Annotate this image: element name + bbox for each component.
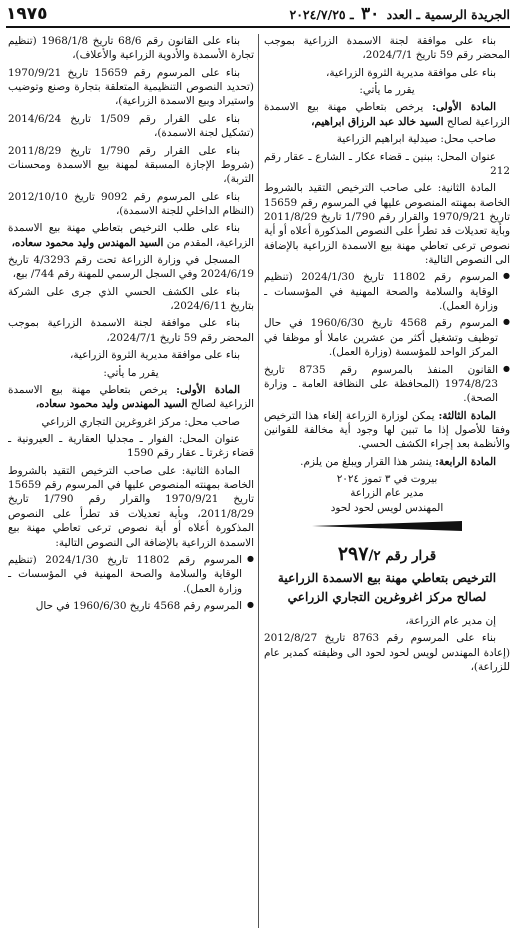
paragraph: بناء على القرار رقم 1/790 تاريخ 2011/8/29 (شروط الإجازة المسبقة لمهنة بيع الاسمدة ومحسنات التربة)، bbox=[8, 144, 254, 186]
paragraph: بناء على المرسوم رقم 8763 تاريخ 2012/8/27 (إعادة المهندس لويس لحود لحود الى وظيفته كمدير عام للزراعة)، bbox=[264, 632, 510, 674]
article-label: المادة الثالثة: bbox=[438, 409, 497, 422]
paragraph bbox=[8, 221, 254, 250]
paragraph: بناء على الكشف الحسي الذي جرى على الشركة بتاريخ 2024/6/11، bbox=[8, 285, 254, 313]
paragraph: يقرر ما يأتي: bbox=[359, 84, 415, 97]
licensee-name: السيد المهندس وليد محمود سعاده، bbox=[35, 398, 188, 411]
paragraph-text: بناء على طلب الترخيص بتعاطي مهنة بيع الاسمدة الزراعية، المقدم من bbox=[8, 222, 254, 249]
decision-number-suffix: /٢ bbox=[368, 548, 381, 565]
article-label: المادة الأولى: bbox=[176, 383, 240, 396]
article-4 bbox=[264, 455, 510, 469]
decision-title: الترخيص بتعاطي مهنة بيع الاسمدة الزراعية لصالح مركز اغروغرين التجاري الزراعي bbox=[277, 571, 497, 604]
decision-number bbox=[264, 541, 510, 567]
licensee-name: السيد خالد عبد الرزاق ابراهيم، bbox=[311, 115, 444, 128]
article-2: المادة الثانية: على صاحب الترخيص التقيد بالشروط الخاصة بمهنته المنصوص عليها في المرسوم رقم 15659 تاريخ 1970/9/21 والقرار رقم 1/790 تاريخ 2011/8/29، وبأية تعديلات قد تطرأ على النصوص المذكورة أعلاه أو أية نصوص ترعى تعاطي مهنة بيع الاسمدة الزراعية بالإضافة الى النصوص التالية: bbox=[8, 464, 254, 549]
article-3 bbox=[264, 409, 510, 452]
paragraph: بناء على القرار رقم 1/509 تاريخ 2014/6/24 (تشكيل لجنة الاسمدة)، bbox=[8, 112, 254, 140]
signature-role: مدير عام الزراعة bbox=[350, 487, 424, 500]
paragraph: بناء على موافقة مديرية الثروة الزراعية، bbox=[70, 349, 240, 362]
shop-owner: صاحب محل: مركز اغروغرين التجاري الزراعي bbox=[41, 415, 240, 428]
decision-number-value: ٢٩٧ bbox=[337, 543, 369, 566]
paragraph: بناء على المرسوم رقم 15659 تاريخ 1970/9/21 (تحديد النصوص التنظيمية المتعلقة بتجارة وصنع وتوضيب واستيراد وبيع الاسمدة الزراعية)، bbox=[8, 66, 254, 108]
paragraph: بناء على القانون رقم 68/6 تاريخ 1968/1/8 (تنظيم تجارة الأسمدة والأدوية الزراعية والأعلاف)، bbox=[8, 35, 254, 62]
page-header bbox=[6, 4, 510, 28]
paragraph: المسجل في وزارة الزراعة تحت رقم 4/3293 تاريخ 2024/6/19 وفي السجل الرسمي للمهنة رقم 744/ بيع، bbox=[8, 254, 254, 281]
article-2: المادة الثانية: على صاحب الترخيص التقيد بالشروط الخاصة بمهنته المنصوص عليها في المرسوم رقم 15659 تاريخ 1970/9/21 والقرار رقم 1/790 تاريخ 2011/8/29 وبأية تعديلات قد تطرأ على النصوص المذكورة أعلاه أو أية نصوص ترعى تعاطي مهنة بيع الاسمدة الزراعية بالإضافة الى النصوص التالية: bbox=[264, 182, 510, 267]
paragraph: بناء على موافقة لجنة الاسمدة الزراعية بموجب المحضر رقم 59 تاريخ 2024/7/1، bbox=[8, 317, 254, 344]
article-label: المادة الرابعة: bbox=[435, 455, 496, 468]
signature-name: المهندس لويس لحود لحود bbox=[330, 501, 444, 514]
article-text: يرخص بتعاطي مهنة بيع الاسمدة الزراعية لصالح bbox=[8, 383, 254, 411]
shop-address: عنوان المحل: الفوار ـ مجدليا العقارية ـ العيرونية ـ قضاء زغرتا ـ عقار رقم 1590 bbox=[8, 432, 254, 460]
paragraph: إن مدير عام الزراعة، bbox=[405, 614, 496, 627]
issue-number: ٣٠ bbox=[361, 4, 380, 25]
shop-address: عنوان المحل: ببنين ـ قضاء عكار ـ الشارع ـ عقار رقم 212 bbox=[264, 150, 510, 177]
article-text: ينشر هذا القرار ويبلغ من يلزم. bbox=[300, 455, 432, 468]
list-item: ● المرسوم رقم 4568 تاريخ 1960/6/30 في حال bbox=[8, 599, 254, 613]
article-text: يرخص بتعاطي مهنة بيع الاسمدة الزراعية لصالح bbox=[264, 101, 510, 128]
page-number: ١٩٧٥ bbox=[6, 4, 48, 25]
list-item: ● المرسوم رقم 11802 تاريخ 2024/1/30 (تنظيم الوقاية والسلامة والصحة المهنية في المؤسسات ـ وزارة العمل). bbox=[8, 553, 254, 596]
list-item: ● القانون المنفذ بالمرسوم رقم 8735 تاريخ 1974/8/23 (المحافظة على النظافة العامة ـ وزارة الصحة). bbox=[264, 363, 510, 406]
list-item: ● المرسوم رقم 11802 تاريخ 2024/1/30 (تنظيم الوقاية والسلامة والصحة المهنية في المؤسسات ـ وزارة العمل). bbox=[264, 270, 510, 313]
column-divider bbox=[258, 34, 259, 928]
paragraph: بناء على موافقة لجنة الاسمدة الزراعية بموجب المحضر رقم 59 تاريخ 2024/7/1، bbox=[264, 35, 510, 62]
signature-place-date: بيروت في ٣ تموز ٢٠٢٤ bbox=[336, 473, 438, 486]
paragraph: بناء على المرسوم رقم 9092 تاريخ 2012/10/10 (النظام الداخلي للجنة الاسمدة)، bbox=[8, 190, 254, 217]
applicant-name: السيد المهندس وليد محمود سعاده، bbox=[11, 236, 164, 249]
paragraph: بناء على موافقة مديرية الثروة الزراعية، bbox=[326, 66, 496, 79]
article-1 bbox=[264, 100, 510, 129]
decision-label: قرار رقم bbox=[385, 548, 437, 565]
section-divider bbox=[312, 521, 462, 531]
list-item: ● المرسوم رقم 4568 تاريخ 1960/6/30 في حال توظيف وتشغيل أكثر من عشرين عاملا أو موظفا في المركز الواحد للمؤسسة (وزارة العمل). bbox=[264, 316, 510, 359]
gazette-title bbox=[290, 3, 511, 26]
article-1 bbox=[8, 383, 254, 412]
issue-date: ـ ٢٠٢٤/٧/٢٥ bbox=[289, 7, 354, 23]
article-label: المادة الأولى: bbox=[432, 101, 496, 114]
left-column bbox=[8, 34, 254, 928]
article-text: يمكن لوزارة الزراعة إلغاء هذا الترخيص وفقا للأصول إذا ما تبين لها وجود أية مخالفة للقوانين والأنظمة بعد إجراء الكشف الحسي. bbox=[264, 409, 510, 451]
right-column bbox=[264, 34, 510, 928]
gazette-name: الجريدة الرسمية ـ العدد bbox=[386, 7, 510, 23]
shop-owner: صاحب محل: صيدلية ابراهيم الزراعية bbox=[336, 133, 496, 146]
paragraph: يقرر ما يأتي: bbox=[103, 366, 159, 379]
